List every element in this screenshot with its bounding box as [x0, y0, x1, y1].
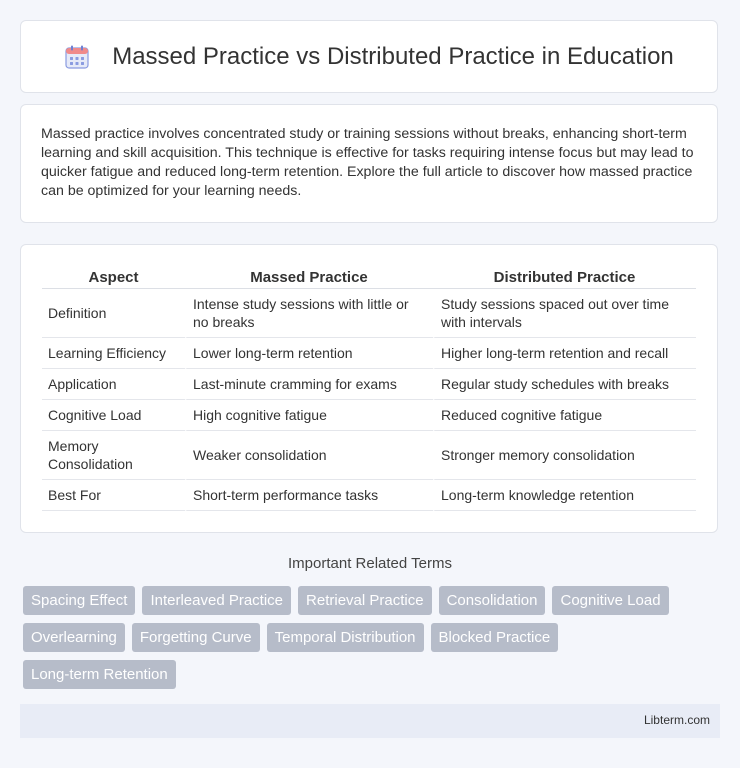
table-cell: Intense study sessions with little or no breaks	[185, 289, 433, 338]
header-card	[20, 20, 718, 93]
table-row	[42, 338, 696, 369]
intro-card	[20, 104, 718, 223]
table-cell: Cognitive Load	[42, 400, 185, 431]
related-term-tag[interactable]: Cognitive Load	[552, 586, 668, 615]
footer	[20, 704, 720, 738]
related-terms-title: Important Related Terms	[288, 555, 452, 572]
related-term-tag[interactable]: Temporal Distribution	[267, 623, 424, 652]
table-cell: Memory Consolidation	[42, 431, 185, 480]
table-cell: Study sessions spaced out over time with intervals	[433, 289, 696, 338]
table-cell: Learning Efficiency	[42, 338, 185, 369]
related-term-tag[interactable]: Forgetting Curve	[132, 623, 260, 652]
table-row	[42, 289, 696, 338]
table-cell: Higher long-term retention and recall	[433, 338, 696, 369]
table-cell: Weaker consolidation	[185, 431, 433, 480]
intro-text: Massed practice involves concentrated study or training sessions without breaks, enhancing short-term learning and skill acquisition. This technique is effective for tasks requiring intense focus but may lead to quicker fatigue and reduced long-term retention. Explore the full article to discover how massed practice can be optimized for your learning needs.	[41, 126, 694, 199]
column-header: Aspect	[42, 265, 185, 289]
table-cell: Application	[42, 369, 185, 400]
table-cell: High cognitive fatigue	[185, 400, 433, 431]
table-cell: Definition	[42, 289, 185, 338]
related-term-tag[interactable]: Interleaved Practice	[142, 586, 291, 615]
table-cell: Reduced cognitive fatigue	[433, 400, 696, 431]
table-cell: Regular study schedules with breaks	[433, 369, 696, 400]
table-row	[42, 431, 696, 480]
table-header-row	[42, 265, 696, 289]
table-cell: Stronger memory consolidation	[433, 431, 696, 480]
table-row	[42, 369, 696, 400]
page-title: Massed Practice vs Distributed Practice in Education	[112, 42, 674, 70]
related-term-tag[interactable]: Blocked Practice	[431, 623, 559, 652]
related-term-tag[interactable]: Spacing Effect	[23, 586, 135, 615]
comparison-card	[20, 244, 718, 533]
related-term-tag[interactable]: Consolidation	[439, 586, 546, 615]
footer-brand[interactable]: Libterm.com	[643, 713, 710, 727]
table-row	[42, 480, 696, 511]
related-terms-list	[23, 586, 723, 697]
column-header: Massed Practice	[185, 265, 433, 289]
related-term-tag[interactable]: Overlearning	[23, 623, 125, 652]
table-cell: Short-term performance tasks	[185, 480, 433, 511]
table-cell: Long-term knowledge retention	[433, 480, 696, 511]
table-row	[42, 400, 696, 431]
comparison-table	[42, 265, 696, 511]
table-cell: Last-minute cramming for exams	[185, 369, 433, 400]
table-cell: Best For	[42, 480, 185, 511]
related-term-tag[interactable]: Retrieval Practice	[298, 586, 432, 615]
related-term-tag[interactable]: Long-term Retention	[23, 660, 176, 689]
table-cell: Lower long-term retention	[185, 338, 433, 369]
calendar-icon	[64, 44, 90, 70]
column-header: Distributed Practice	[433, 265, 696, 289]
